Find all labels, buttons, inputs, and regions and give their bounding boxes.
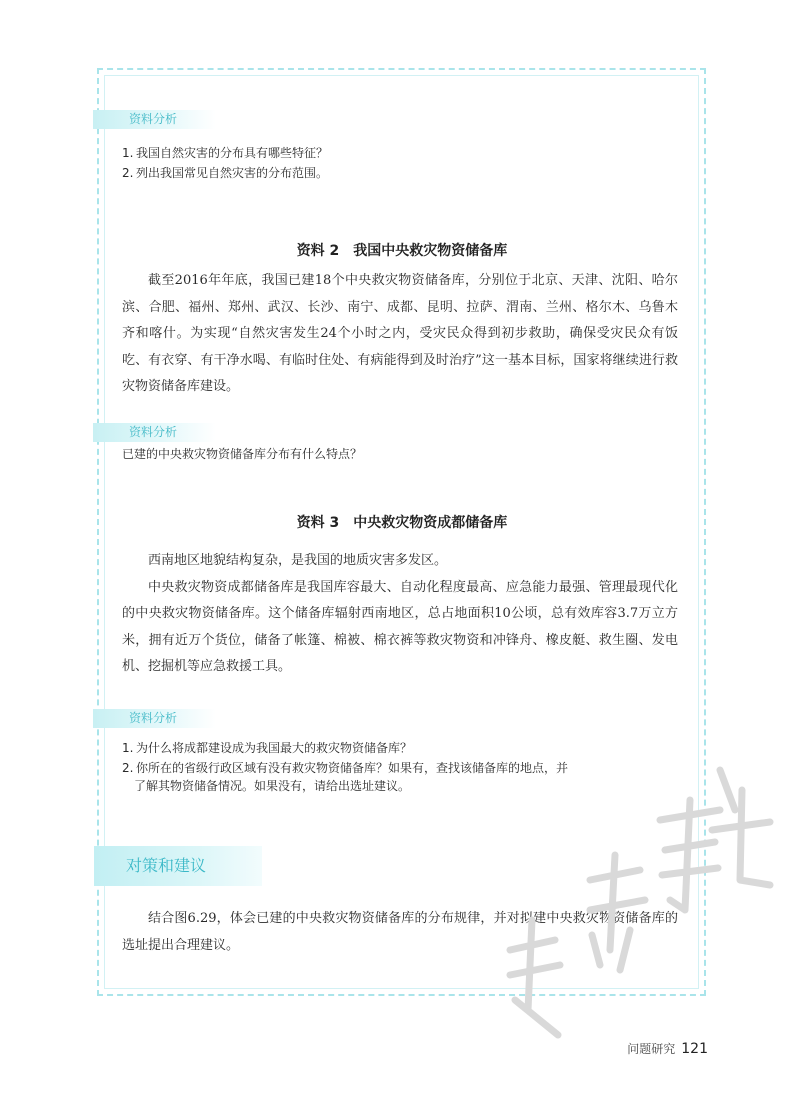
question-3-2-continued <box>134 776 410 796</box>
question-text: 我国自然灾害的分布具有哪些特征？ <box>136 146 329 160</box>
question-number: 1. <box>122 146 134 160</box>
analysis-tag-2: 资料分析 <box>93 423 216 442</box>
question-text: 你所在的省级行政区域有没有救灾物资储备库？如果有，查找该储备库的地点，并 <box>136 761 569 775</box>
footer-label: 问题研究 <box>627 1042 676 1056</box>
question-text: 了解其物资储备情况。如果没有，请给出选址建议。 <box>134 779 411 793</box>
page-number: 121 <box>681 1041 708 1057</box>
section-title-countermeasures: 对策和建议 <box>94 846 262 886</box>
question-number: 2. <box>122 761 134 775</box>
question-2-1 <box>122 444 362 464</box>
material-2-heading: 资料 2 我国中央救灾物资储备库 <box>296 243 508 259</box>
material-2-paragraph: 截至2016年年底，我国已建18个中央救灾物资储备库，分别位于北京、天津、沈阳、哈尔滨、合肥、福州、郑州、武汉、长沙、南宁、成都、昆明、拉萨、渭南、兰州、格尔木、乌鲁木齐和喀什。为实现“自然灾害发生24个小时之内，受灾民众得到初步救助，确保受灾民众有饭吃、有衣穿、有干净水喝、有临时住处、有病能得到及时治疗”这一基本目标，国家将继续进行救灾物资储备库建设。 <box>122 273 678 394</box>
analysis-tag-1: 资料分析 <box>93 110 216 129</box>
question-number: 1. <box>122 741 134 755</box>
countermeasures-paragraph: 结合图6.29，体会已建的中央救灾物资储备库的分布规律，并对拟建中央救灾物资储备库的选址提出合理建议。 <box>122 911 678 953</box>
question-number: 2. <box>122 166 134 180</box>
page-footer <box>627 1040 708 1057</box>
material-3-body <box>122 548 678 681</box>
question-text: 列出我国常见自然灾害的分布范围。 <box>136 166 329 180</box>
material-3-heading: 资料 3 中央救灾物资成都储备库 <box>296 515 508 531</box>
analysis-tag-3: 资料分析 <box>93 709 216 728</box>
question-3-2 <box>122 758 568 778</box>
material-2-body <box>122 268 678 401</box>
material-3-paragraph-1: 西南地区地貌结构复杂，是我国的地质灾害多发区。 <box>148 553 448 568</box>
question-1-1 <box>122 143 328 163</box>
question-text: 为什么将成都建设成为我国最大的救灾物资储备库？ <box>136 741 413 755</box>
question-1-2 <box>122 163 328 183</box>
countermeasures-body <box>122 906 678 959</box>
material-3-paragraph-2: 中央救灾物资成都储备库是我国库容最大、自动化程度最高、应急能力最强、管理最现代化的中央救灾物资储备库。这个储备库辐射西南地区，总占地面积10公顷，总有效库容3.7万立方米，拥有近万个货位，储备了帐篷、棉被、棉衣裤等救灾物资和冲锋舟、橡皮艇、救生圈、发电机、挖掘机等应急救援工具。 <box>122 579 678 674</box>
question-text: 已建的中央救灾物资储备库分布有什么特点？ <box>122 447 363 461</box>
question-3-1 <box>122 738 412 758</box>
